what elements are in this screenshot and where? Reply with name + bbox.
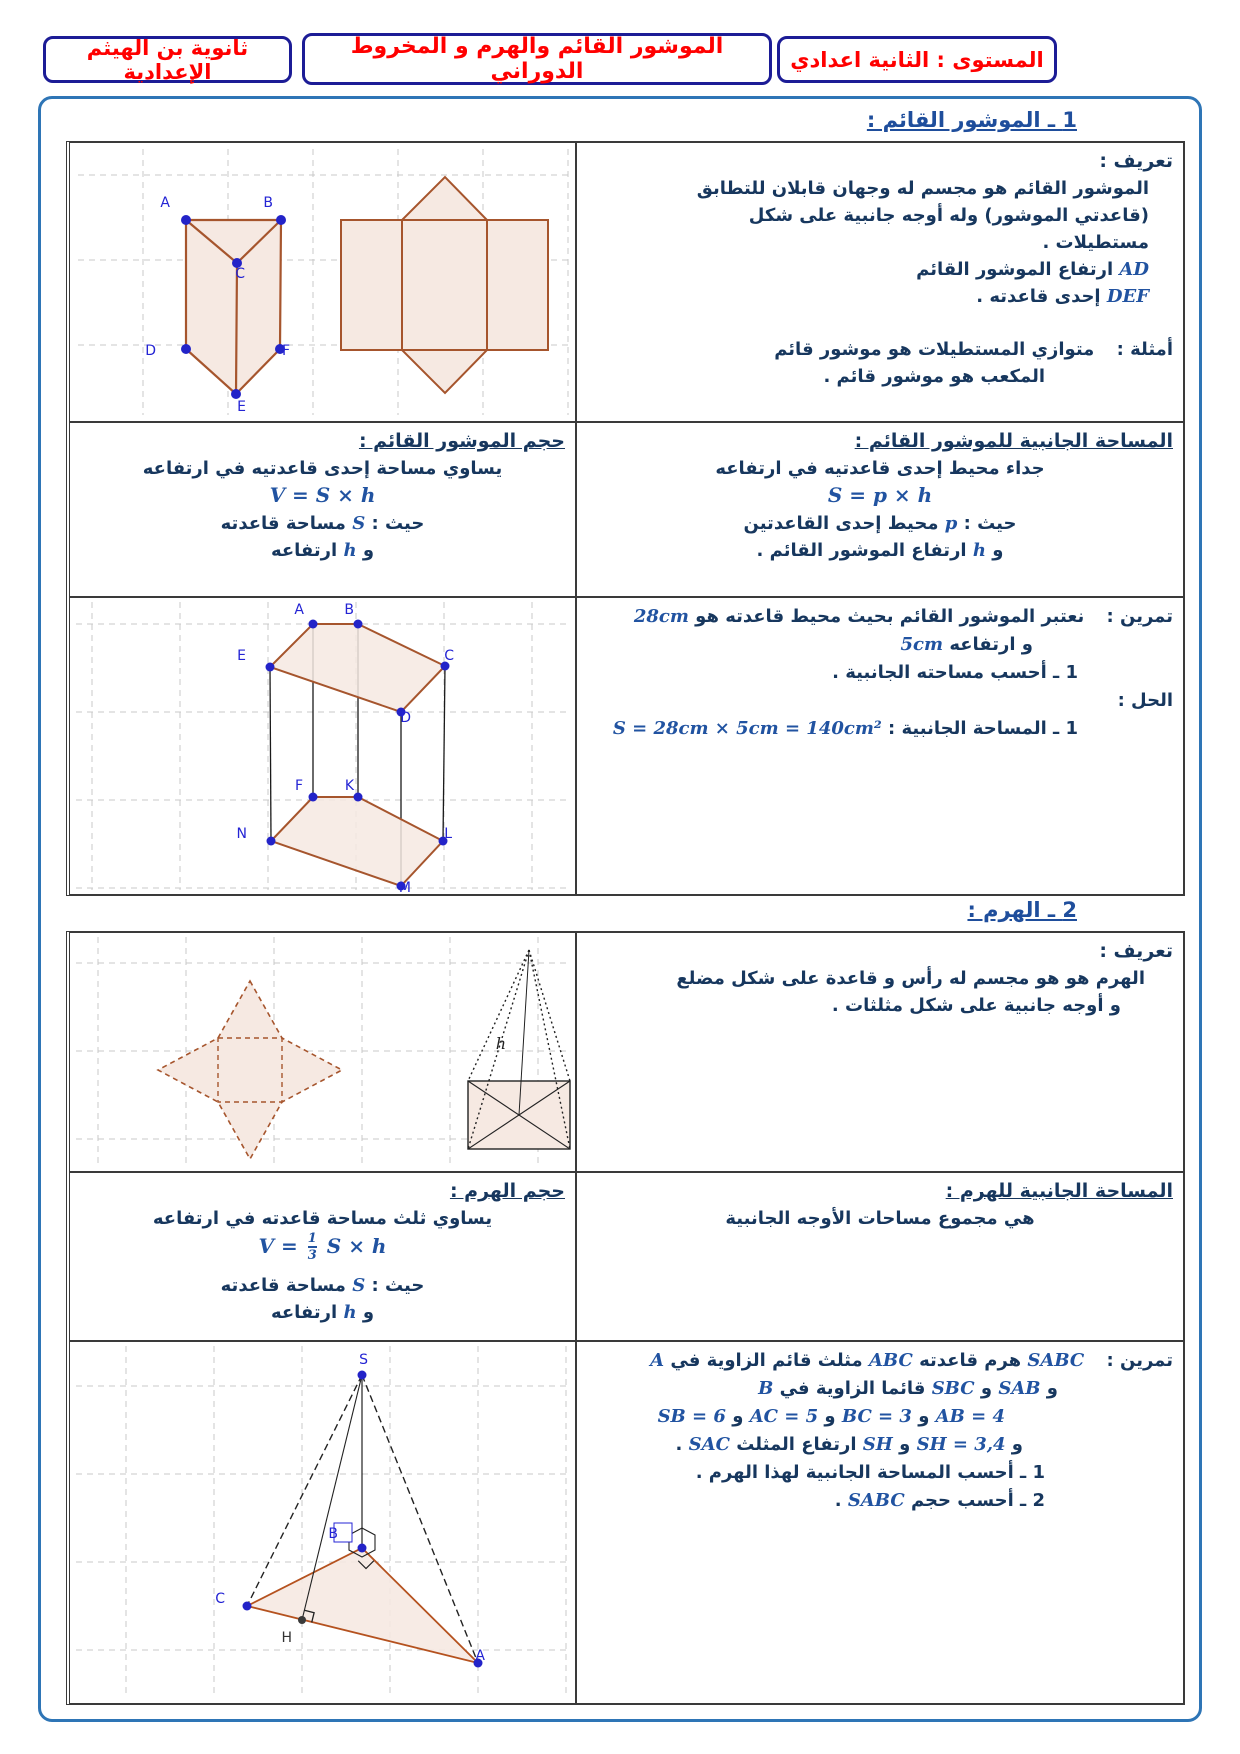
spacer	[587, 310, 1173, 336]
vertex-label: S	[359, 1352, 368, 1368]
vertex-label: E	[237, 399, 246, 415]
bottom-base	[271, 797, 443, 886]
pyramid-net-figure	[70, 933, 575, 1171]
exercise-line3	[587, 1403, 1173, 1431]
triangle-def: DEF	[1106, 286, 1149, 307]
vertex-label: A	[475, 1648, 485, 1664]
sabc-symbol: SABC	[1027, 1350, 1085, 1371]
prism-lateral-area-text: جداء محيط إحدى قاعدتيه في ارتفاعه	[715, 458, 1045, 479]
s-symbol: S	[352, 513, 366, 534]
pyramid-lateral-area-cell	[576, 1172, 1184, 1341]
and-label: و	[732, 1406, 744, 1427]
question-text: 2 ـ أحسب حجم	[910, 1490, 1045, 1511]
h-text: ارتفاعه	[270, 540, 338, 561]
sbc-symbol: SBC	[931, 1378, 975, 1399]
sh-symbol: SH	[862, 1434, 893, 1455]
pyramid-volume-heading: حجم الهرم :	[449, 1180, 565, 1202]
where-line-p	[587, 510, 1173, 537]
prism-lateral-area-heading: المساحة الجانبية للموشور القائم :	[854, 430, 1173, 452]
p-symbol: p	[944, 513, 958, 534]
where-line-s	[80, 1272, 565, 1299]
vertex-label: E	[237, 648, 246, 664]
solution-math: S = 28cm × 5cm = 140cm²	[612, 718, 882, 739]
period: .	[834, 1490, 842, 1511]
s-text: مساحة قاعدته	[220, 513, 346, 534]
triangle-def-text: إحدى قاعدته .	[976, 286, 1101, 307]
prism-volume-cell	[69, 422, 576, 597]
pyramid-volume-formula	[80, 1232, 565, 1272]
exercise-text: قائما الزاوية في	[779, 1378, 926, 1399]
vertex-label: B	[263, 195, 273, 211]
h-symbol: h	[972, 540, 986, 561]
exercise-heading: تمرين :	[1106, 1350, 1173, 1371]
pyramid-volume-text: يساوي ثلث مساحة قاعدته في ارتفاعه	[152, 1208, 493, 1229]
vertex-label: C	[235, 266, 245, 282]
bc-value: BC = 3	[841, 1406, 912, 1427]
exercise-question2	[587, 1487, 1173, 1515]
school-name: ثانوية بن الهيثم الإعدادية	[86, 35, 249, 84]
sb-value: SB = 6	[657, 1406, 726, 1427]
a-symbol: A	[650, 1350, 665, 1371]
and-label: و	[1046, 1378, 1058, 1399]
perimeter-value: 28cm	[633, 606, 689, 627]
lesson-title-box	[302, 33, 772, 85]
exercise-question1: 1 ـ أحسب المساحة الجانبية لهذا الهرم .	[695, 1462, 1045, 1483]
prism-volume-formula: V = S × h	[269, 483, 376, 507]
height-value: 5cm	[900, 634, 944, 655]
pyramid-exercise-cell	[576, 1341, 1184, 1704]
s-symbol: S	[352, 1275, 366, 1296]
prism-lateral-area-formula: S = p × h	[827, 483, 933, 507]
where-label: حيث :	[371, 1275, 425, 1296]
sh-value: SH = 3,4	[916, 1434, 1006, 1455]
exercise-text: هرم قاعدته	[919, 1350, 1022, 1371]
sac-symbol: SAC	[688, 1434, 730, 1455]
sabc-pyramid-figure	[70, 1342, 575, 1703]
prism-exercise-cell	[576, 597, 1184, 895]
h-symbol: h	[343, 1302, 357, 1323]
pyramid-definition-line: الهرم هو هو مجسم له رأس و قاعدة على شكل مضلع	[676, 968, 1145, 989]
solution-line	[587, 715, 1173, 743]
and-label: و	[980, 1378, 993, 1399]
period: .	[675, 1434, 683, 1455]
exercise-text: مثلث قائم الزاوية في	[670, 1350, 863, 1371]
pyramid-figure-cell	[69, 932, 576, 1172]
prism-definition-line: مستطيلات .	[1042, 232, 1149, 253]
one-third-fraction: $\frac{1}{3}$	[307, 1231, 317, 1263]
prism-examples-line2: المكعب هو موشور قائم .	[823, 366, 1045, 387]
pyramid-volume-cell	[69, 1172, 576, 1341]
h-symbol: h	[343, 540, 357, 561]
prism-volume-text: يساوي مساحة إحدى قاعدتيه في ارتفاعه	[142, 458, 503, 479]
vertex-label: A	[294, 602, 304, 618]
height-label: h	[495, 1034, 506, 1053]
formula-rhs: S × h	[326, 1234, 387, 1258]
vertex-label: A	[160, 195, 170, 211]
where-line-h	[80, 1299, 565, 1326]
exercise-text: و ارتفاعه	[949, 634, 1033, 655]
where-line-s	[80, 510, 565, 537]
vertex-label: N	[236, 826, 247, 842]
prism-figure-cell	[69, 142, 576, 422]
solution-heading: الحل :	[1117, 690, 1173, 711]
p-text: محيط إحدى القاعدتين	[743, 513, 939, 534]
prism-definition-cell	[576, 142, 1184, 422]
and-label: و	[1011, 1434, 1023, 1455]
pyramid-lateral-area-heading: المساحة الجانبية للهرم :	[945, 1180, 1173, 1202]
sabc-figure-cell	[69, 1341, 576, 1704]
exercise-text: ارتفاع المثلث	[736, 1434, 857, 1455]
where-line-h	[587, 537, 1173, 564]
sab-symbol: SAB	[998, 1378, 1041, 1399]
prism-definition-line: الموشور القائم هو مجسم له وجهان قابلان للتطابق	[696, 178, 1149, 199]
h-point	[298, 1616, 306, 1624]
pyramid-table	[66, 931, 1185, 1705]
vertex-label: M	[398, 880, 411, 894]
pyramid-definition-line: و أوجه جانبية على شكل مثلثات .	[831, 995, 1121, 1016]
prism-definition-line: (قاعدتي الموشور) وله أوجه جانبية على شكل	[748, 205, 1149, 226]
vertex-label: H	[281, 1630, 292, 1646]
where-label: حيث :	[371, 513, 425, 534]
ac-value: AC = 5	[749, 1406, 819, 1427]
exercise-line4	[587, 1431, 1173, 1459]
examples-text: متوازي المستطيلات هو موشور قائم	[774, 339, 1095, 360]
section1-title: 1 ـ الموشور القائم :	[866, 108, 1077, 132]
vertex-label: L	[444, 826, 452, 842]
pyramid-definition-heading: تعريف :	[1099, 940, 1173, 962]
prism-definition-heading: تعريف :	[1099, 150, 1173, 172]
prism-and-net-figure	[70, 143, 575, 421]
prism-height-line	[587, 256, 1173, 283]
exercise-line2	[587, 631, 1173, 659]
where-line-h	[80, 537, 565, 564]
solution-label: 1 ـ المساحة الجانبية :	[888, 718, 1078, 739]
vertex-label: F	[294, 778, 303, 794]
content-sheet	[38, 96, 1202, 1722]
where-label: حيث :	[963, 513, 1017, 534]
prism-body	[186, 220, 281, 394]
vertex-label: B	[344, 602, 354, 618]
prism-lateral-area-cell	[576, 422, 1184, 597]
exercise-question1: 1 ـ أحسب مساحته الجانبية .	[832, 662, 1078, 683]
vertex-label: K	[344, 778, 354, 794]
vertex-label: D	[400, 710, 411, 726]
s-text: مساحة قاعدته	[220, 1275, 346, 1296]
prism-examples-line	[587, 336, 1173, 363]
exercise-text: نعتبر الموشور القائم بحيث محيط قاعدته هو	[695, 606, 1085, 627]
exercise-heading: تمرين :	[1106, 606, 1173, 627]
and-label: و	[918, 1406, 930, 1427]
grid-lines	[76, 1346, 570, 1698]
pyramid-lateral-area-text: هي مجموع مساحات الأوجه الجانبية	[725, 1208, 1035, 1229]
and-label: و	[899, 1434, 911, 1455]
and-label: و	[824, 1406, 836, 1427]
exercise-line1	[587, 603, 1173, 631]
examples-heading: أمثلة :	[1116, 339, 1173, 360]
exercise-line2	[587, 1375, 1173, 1403]
vertex-label: B	[328, 1526, 338, 1542]
ab-value: AB = 4	[935, 1406, 1005, 1427]
level-label: المستوى : الثانية اعدادي	[790, 47, 1044, 72]
vertex-label: F	[281, 343, 290, 359]
b-symbol: B	[758, 1378, 774, 1399]
section2-title: 2 ـ الهرم :	[967, 898, 1077, 922]
vertex-label: D	[145, 343, 156, 359]
h-text: ارتفاع الموشور القائم .	[756, 540, 967, 561]
lesson-title: الموشور القائم والهرم و المخروط الدوراني	[350, 34, 724, 84]
school-box	[43, 36, 292, 83]
abc-symbol: ABC	[868, 1350, 913, 1371]
exercise-line1	[587, 1347, 1173, 1375]
vertex-label: C	[215, 1591, 225, 1607]
segment-ad-text: ارتفاع الموشور القائم	[916, 259, 1114, 280]
pentagonal-prism-figure-cell	[69, 597, 576, 895]
prism-volume-heading: حجم الموشور القائم :	[358, 430, 565, 452]
vertex-label: C	[444, 648, 454, 664]
sabc-symbol: SABC	[847, 1490, 905, 1511]
formula-lhs: V =	[258, 1234, 298, 1258]
and-label: و	[992, 540, 1004, 561]
pyramid-definition-cell	[576, 932, 1184, 1172]
segment-ad: AD	[1119, 259, 1149, 280]
level-box	[777, 36, 1057, 83]
h-text: ارتفاعه	[270, 1302, 338, 1323]
pentagonal-prism-figure	[70, 598, 575, 894]
prism-base-line	[587, 283, 1173, 310]
prism-table	[66, 141, 1185, 896]
and-label: و	[362, 1302, 375, 1323]
and-label: و	[362, 540, 375, 561]
prism-net	[341, 177, 548, 393]
